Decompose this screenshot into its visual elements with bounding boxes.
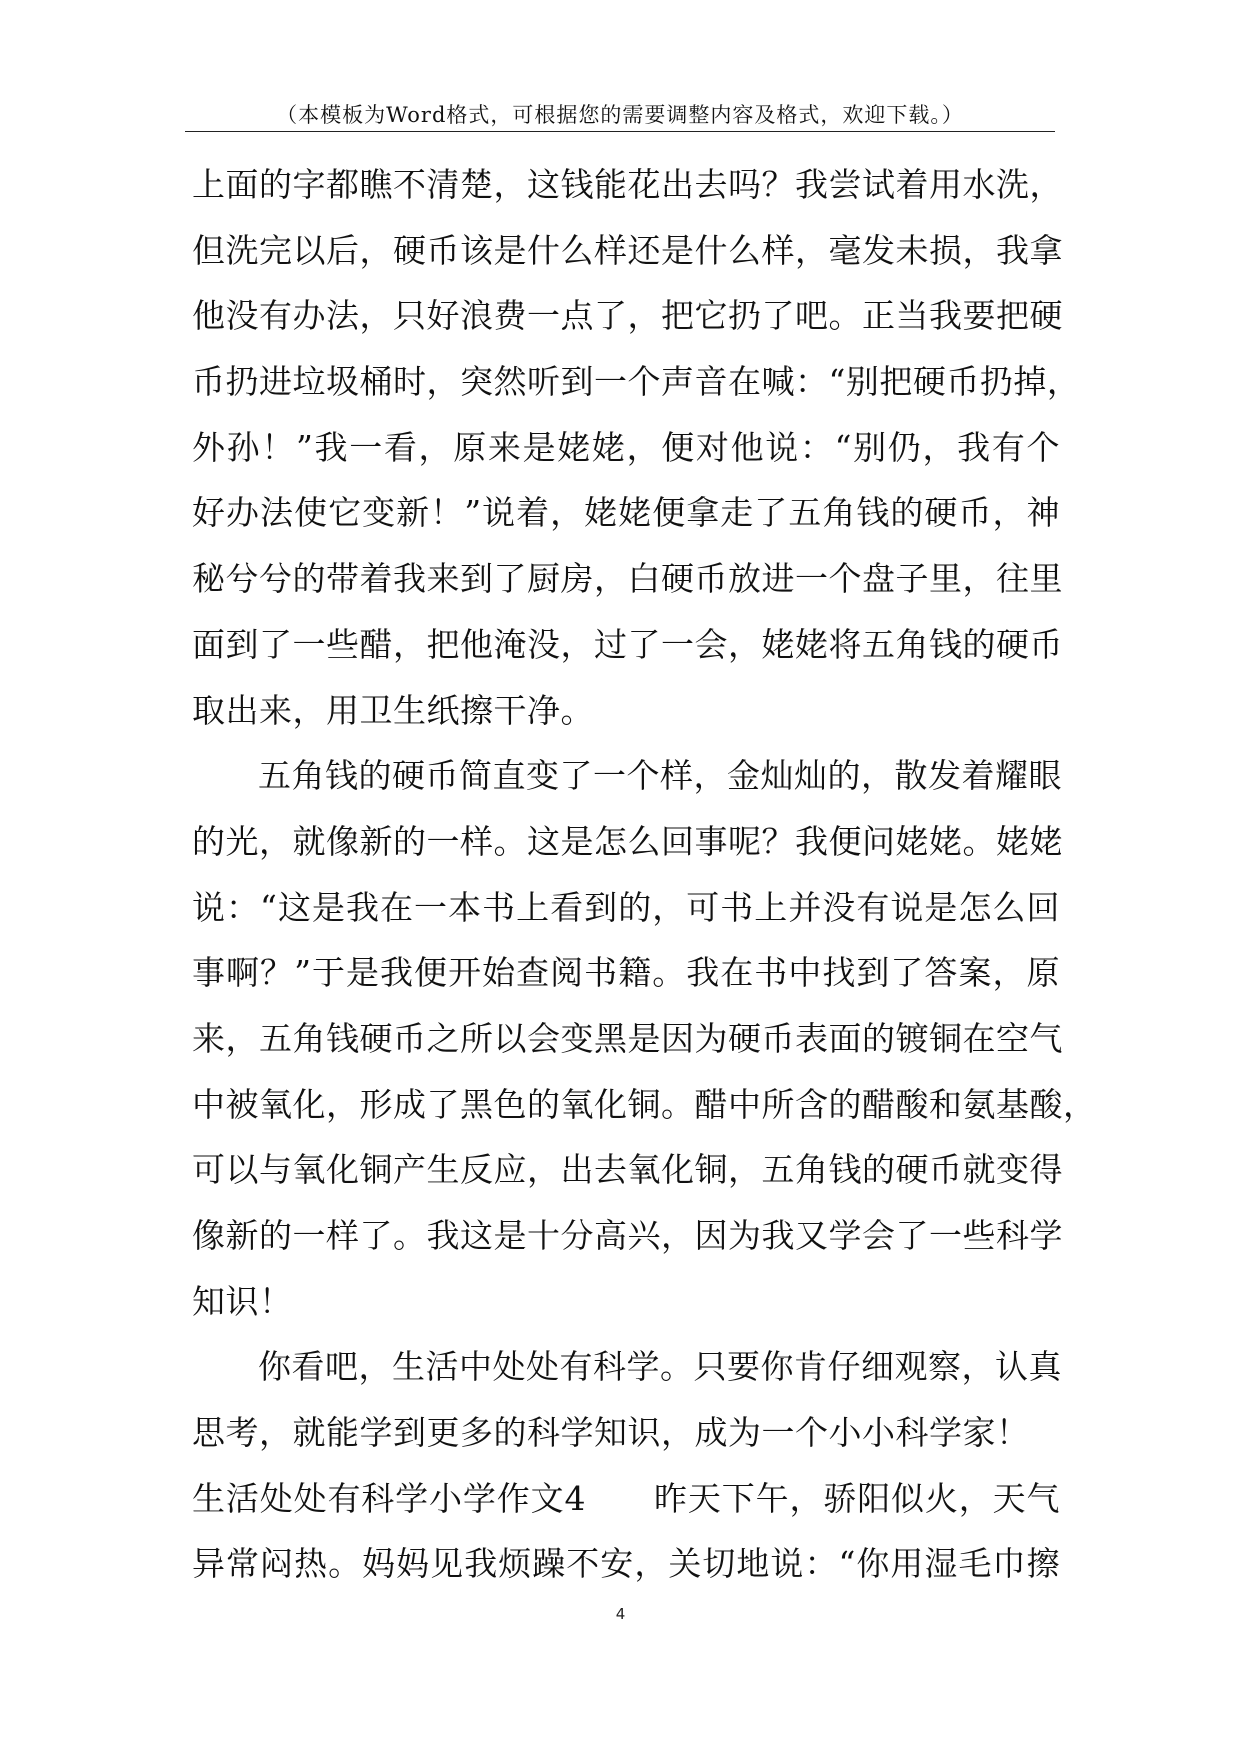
text-line: 异常闷热。妈妈见我烦躁不安，关切地说：“你用湿毛巾擦	[192, 1544, 1060, 1584]
template-note: （本模板为Word格式，可根据您的需要调整内容及格式，欢迎下载。）	[276, 103, 964, 127]
text-line: 好办法使它变新！”说着，姥姥便拿走了五角钱的硬币，神	[192, 493, 1060, 533]
text-line: 上面的字都瞧不清楚，这钱能花出去吗？我尝试着用水洗，	[192, 165, 1063, 204]
text-line: 取出来，用卫生纸擦干净。	[192, 690, 594, 730]
text-line: 他没有办法，只好浪费一点了，把它扔了吧。正当我要把硬	[192, 296, 1063, 336]
text-line: 五角钱的硬币简直变了一个样，金灿灿的，散发着耀眼	[258, 756, 1062, 796]
text-line: 可以与氧化铜产生反应，出去氧化铜，五角钱的硬币就变得	[192, 1150, 1063, 1190]
text-line: 币扔进垃圾桶时，突然听到一个声音在喊：“别把硬币扔掉，	[192, 362, 1081, 402]
text-line: 知识！	[192, 1281, 293, 1321]
text-line: 你看吧，生活中处处有科学。只要你肯仔细观察，认真	[258, 1347, 1062, 1387]
text-line: 秘兮兮的带着我来到了厨房，白硬币放进一个盘子里，往里	[192, 559, 1063, 599]
page-number: 4	[615, 1605, 626, 1623]
text-line: 思考，就能学到更多的科学知识，成为一个小小科学家！	[192, 1413, 1030, 1453]
text-line: 面到了一些醋，把他淹没，过了一会，姥姥将五角钱的硬币	[192, 624, 1063, 664]
text-line: 生活处处有科学小学作文4 昨天下午，骄阳似火，天气	[192, 1478, 1060, 1518]
text-line: 外孙！”我一看，原来是姥姥，便对他说：“别仍，我有个	[192, 427, 1060, 467]
header-divider	[185, 131, 1055, 132]
text-line: 事啊？”于是我便开始查阅书籍。我在书中找到了答案，原	[192, 953, 1060, 993]
text-line: 但洗完以后，硬币该是什么样还是什么样，毫发未损，我拿	[192, 230, 1063, 270]
text-line: 说：“这是我在一本书上看到的，可书上并没有说是怎么回	[192, 887, 1060, 927]
text-line: 像新的一样了。我这是十分高兴，因为我又学会了一些科学	[192, 1216, 1063, 1255]
text-line: 来，五角钱硬币之所以会变黑是因为硬币表面的镀铜在空气	[192, 1018, 1063, 1058]
text-line: 中被氧化，形成了黑色的氧化铜。醋中所含的醋酸和氨基酸，	[192, 1084, 1097, 1124]
text-line: 的光，就像新的一样。这是怎么回事呢？我便问姥姥。姥姥	[192, 821, 1063, 861]
essay-body	[192, 152, 1097, 1597]
